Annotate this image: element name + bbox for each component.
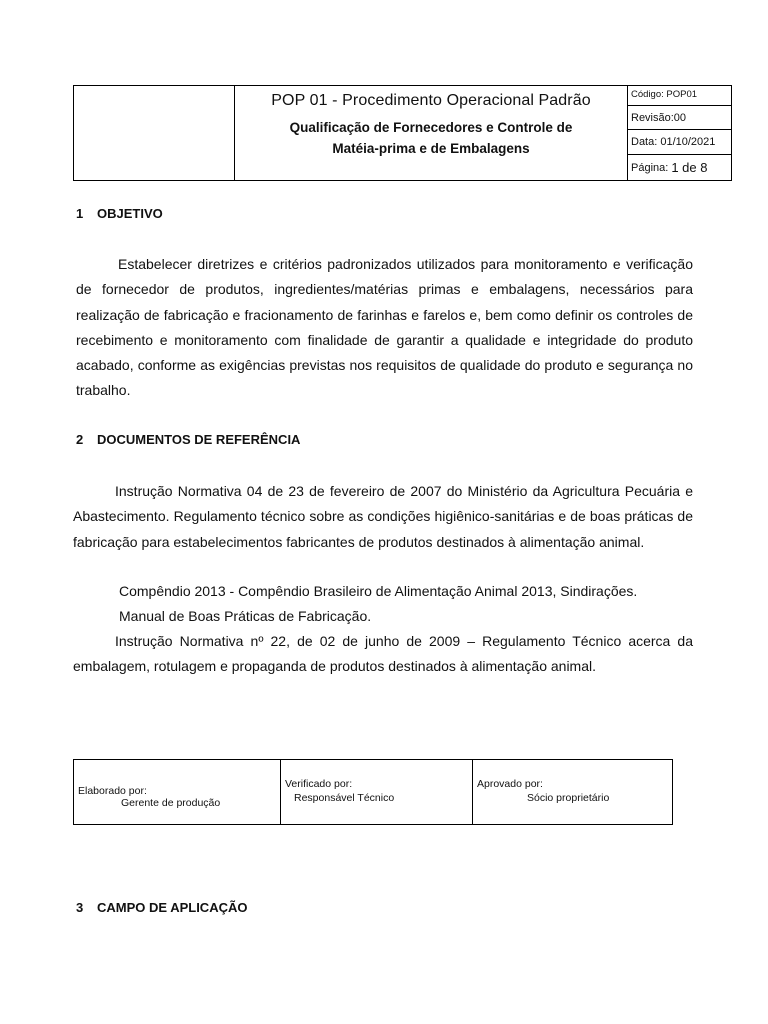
revisao-field: Revisão:00: [628, 106, 731, 130]
section-3-title: CAMPO DE APLICAÇÃO: [97, 900, 248, 915]
reference-paragraph-1: Instrução Normativa 04 de 23 de fevereiro de 2007 do Ministério da Agricultura Pecuária e Abastecimento. Regulamento técnico sobre as condições higiênico-sanitárias e de boas práticas de fabricação para estabelecimentos fabricantes de produtos destinados à alimentação animal.: [73, 483, 693, 550]
aprovado-label: Aprovado por:: [477, 778, 543, 790]
section-1-title: OBJETIVO: [97, 206, 163, 221]
pagina-label: Página:: [631, 161, 669, 174]
metadata-cell: [628, 86, 731, 180]
pagina-number: 1 de 8: [671, 160, 708, 175]
elaborado-label: Elaborado por:: [78, 785, 147, 797]
verificado-label: Verificado por:: [285, 778, 353, 790]
logo-cell: [74, 86, 235, 180]
document-title: POP 01 - Procedimento Operacional Padrão: [271, 92, 591, 109]
verificado-value: Responsável Técnico: [294, 792, 395, 804]
document-subtitle: [235, 117, 627, 159]
subtitle-line-1: Qualificação de Fornecedores e Controle de: [289, 120, 573, 135]
section-2-number: 2: [76, 432, 84, 447]
section-3-number: 3: [76, 900, 84, 915]
subtitle-line-2: Matéia-prima e de Embalagens: [332, 141, 530, 156]
aprovado-value: Sócio proprietário: [527, 792, 610, 804]
reference-paragraph-2: Compêndio 2013 - Compêndio Brasileiro de Alimentação Animal 2013, Sindirações.: [119, 583, 638, 599]
elaborado-cell: [74, 760, 281, 824]
section-1-number: 1: [76, 206, 84, 221]
title-cell: [235, 86, 628, 180]
data-field: Data: 01/10/2021: [628, 130, 731, 155]
signature-table: [73, 759, 673, 825]
section-3-heading: [76, 900, 247, 915]
codigo-field: Código: POP01: [628, 86, 731, 106]
section-1-heading: [76, 206, 163, 221]
verificado-cell: [281, 760, 473, 824]
section-2-heading: [76, 432, 300, 447]
pagina-field: [628, 155, 731, 180]
section-2-title: DOCUMENTOS DE REFERÊNCIA: [97, 432, 301, 447]
section-1-paragraph: Estabelecer diretrizes e critérios padronizados utilizados para monitoramento e verificação de fornecedor de produtos, ingredientes/matérias primas e embalagens, necessários para realização de fabricação e fracionamento de farinhas e farelos e, bem como definir os controles de recebimento e monitoramento com finalidade de garantir a qualidade e integridade do produto acabado, conforme as exigências previstas nos requisitos de qualidade do produto e segurança no trabalho.: [76, 256, 693, 399]
header-table: [73, 85, 732, 181]
reference-paragraph-3: Manual de Boas Práticas de Fabricação.: [119, 608, 372, 624]
elaborado-value: Gerente de produção: [121, 797, 221, 809]
aprovado-cell: [473, 760, 672, 824]
reference-paragraph-4: Instrução Normativa nº 22, de 02 de junho de 2009 – Regulamento Técnico acerca da embalagem, rotulagem e propaganda de produtos destinados à alimentação animal.: [73, 633, 693, 675]
